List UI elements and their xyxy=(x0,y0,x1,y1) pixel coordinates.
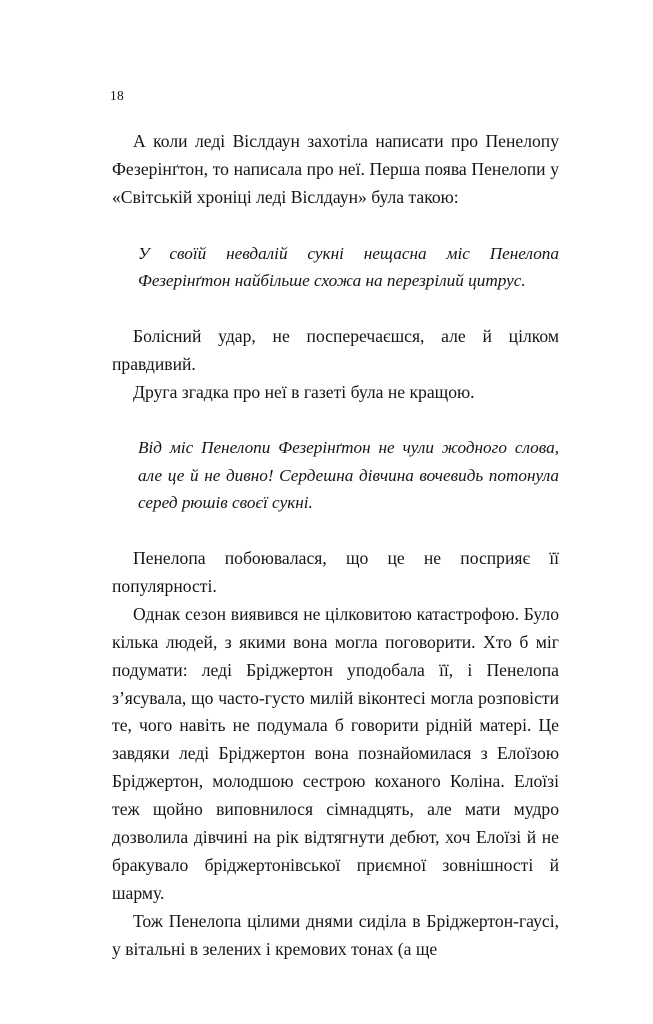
quote-1-text: У своїй невдалій сукні нещасна міс Пенелопа Фезерінґтон найбільше схожа на перезрілий цитрус. xyxy=(138,243,559,291)
text-block xyxy=(112,128,559,964)
paragraph-5: Однак сезон виявився не цілковитою катастрофою. Було кілька людей, з якими вона могла поговорити. Хто б міг подумати: леді Бріджертон уподобала її, і Пенелопа з’ясувала, що часто-густо милій віконтесі могла розповісти те, чого навіть не подумала б говорити рідній матері. Це завдяки леді Бріджертон вона познайомилася з Елоїзою Бріджертон, молодшою сестрою коханого Коліна. Елоїзі теж щойно виповнилося сімнадцять, але мати мудро дозволила дівчині на рік відтягнути дебют, хоч Елоїзі й не бракувало бріджертонівської приємної зовнішності й шарму. xyxy=(112,603,559,903)
blockquote-1 xyxy=(112,240,559,295)
page-number: 18 xyxy=(110,88,124,103)
paragraph-6: Тож Пенелопа цілими днями сиділа в Бріджертон-гаусі, у вітальні в зелених і кремових тонах (а ще xyxy=(112,910,559,959)
quote-2-text: Від міс Пенелопи Фезерінґтон не чули жодного слова, але це й не дивно! Сердешна дівчина вочевидь потонула серед рюшів своєї сукні. xyxy=(138,438,559,513)
blockquote-2 xyxy=(112,434,559,517)
paragraph-2: Болісний удар, не посперечаєшся, але й цілком правдивий. xyxy=(112,325,559,374)
paragraph-1: А коли леді Віслдаун захотіла написати про Пенелопу Фезерінґтон, то написала про неї. Перша поява Пенелопи у «Світській хроніці леді Віслдаун» була такою: xyxy=(112,131,559,207)
spacer-before-quote-1 xyxy=(112,212,559,240)
spacer-before-quote-2 xyxy=(112,406,559,434)
spacer-after-quote-2 xyxy=(112,517,559,545)
spacer-after-quote-1 xyxy=(112,295,559,323)
paragraph-4: Пенелопа побоювалася, що це не посприяє її популярності. xyxy=(112,547,559,596)
paragraph-3: Друга згадка про неї в газеті була не кращою. xyxy=(133,381,475,402)
